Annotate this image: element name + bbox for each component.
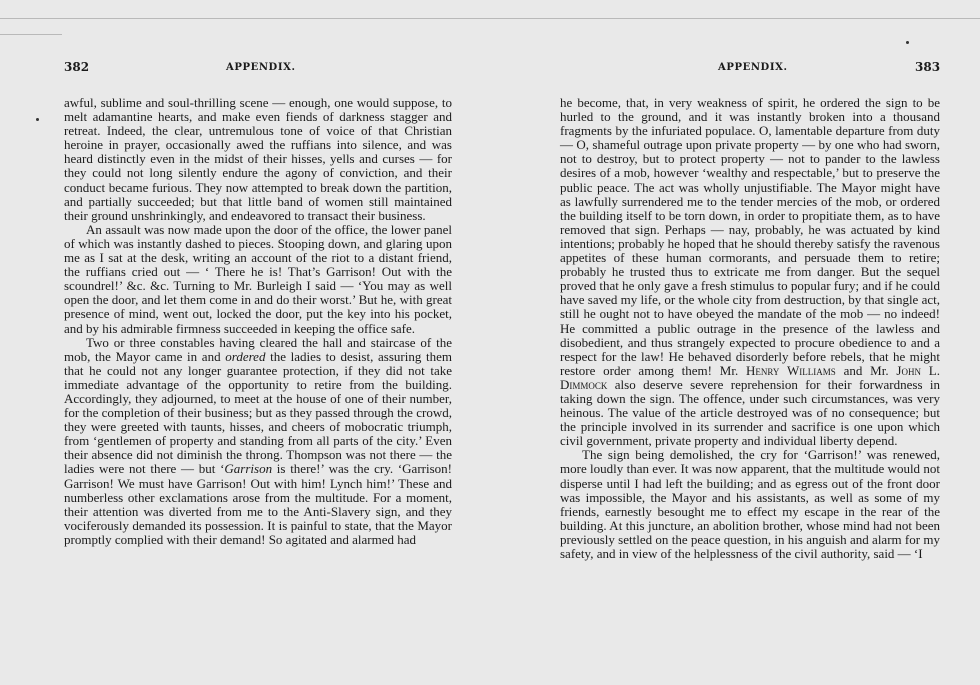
running-head: APPENDIX. [718, 62, 788, 73]
paragraph [560, 96, 940, 448]
right-page [490, 0, 980, 685]
text-run: Two or three constables having cleared the hall and staircase of the mob, the Mayor came in and [64, 334, 452, 364]
paragraph [64, 336, 452, 547]
text-run: awful, sublime and soul-thrilling scene — enough, one would suppose, to melt adamantine hearts, and make even fiends of darkness stagger and retreat. Indeed, the clear, untremulous tone of voice of that Christian heroine in prayer, occasionally awed the ruffians into silence, and was heard distinctly even in the midst of their hisses, yells and curses — for they could not long silently endure the agony of conviction, and their conduct became furious. They now attempted to break down the partition, and partially succeeded; but that little band of women still maintained their ground unshrinkingly, and endeavored to transact their business. [64, 95, 452, 223]
person-name: John L. Dimmock [560, 362, 940, 392]
text-run: An assault was now made upon the door of the office, the lower panel of which was instantly dashed to pieces. Stooping down, and glaring upon me as I sat at the desk, writing an account of the riot to a distant friend, the ruffians cried out — ‘ There he is! That’s Garrison! Out with the scoundrel!’ &c. &c. Turning to Mr. Burleigh I said — ‘You may as well open the door, and let them come in and do their worst.’ But he, with great presence of mind, went out, locked the door, put the key into his pocket, and by his admirable firmness succeeded in keeping the office safe. [64, 221, 452, 336]
person-name: Henry Williams [746, 362, 836, 378]
page-number: 382 [64, 60, 90, 74]
running-head: APPENDIX. [226, 62, 296, 73]
paragraph [64, 223, 452, 336]
page-number: 383 [915, 60, 941, 74]
text-run: and Mr. [835, 362, 897, 378]
text-run: he become, that, in very weakness of spirit, he ordered the sign to be hurled to the ground, and it was instantly broken into a thousand fragments by the infuriated populace. O, lamentable departure from duty — O, shameful outrage upon private property — by one who had sworn, not to destroy, but to protect property — not to pander to the lawless desires of a mob, however ‘wealthy and respectable,’ but to preserve the public peace. The act was wholly unjustifiable. The Mayor might have as lawfully surrendered me to the tender mercies of the mob, or ordered the building itself to be torn down, in order to propitiate them, as to have removed that sign. Perhaps — nay, probably, he was actuated by kind intentions; probably he hoped that he should thereby satisfy the ravenous appetites of these human cormorants, and persuade them to retire; probably he trusted thus to extricate me from danger. But the sequel proved that he only gave a fresh stimulus to popular fury; and if he could have saved my life, or the whole city from destruction, by that single act, still he ought not to have obeyed the mandate of the mob — no indeed! He committed a public outrage in the presence of the lawless and disobedient, and thus strangely expected to procure obedience to and a respect for the law! He behaved disorderly before rebels, that he might restore order among them! Mr. [560, 95, 940, 378]
text-run: the ladies to desist, assuring them that he could not any longer guarantee protection, if they did not take immediate advantage of the opportunity to retire from the building. Accordingly, they adjourned, to meet at the house of one of their number, for the completion of their business; but as they passed through the crowd, they were greeted with taunts, hisses, and cheers of mobocratic triumph, from ‘gentlemen of property and standing from all parts of the city.’ Even their absence did not diminish the throng. Thompson was not there — the ladies were not there — but ‘ [64, 348, 452, 477]
italic-text: ordered [225, 348, 266, 364]
paragraph [64, 96, 452, 223]
paragraph [560, 448, 940, 561]
text-run: The sign being demolished, the cry for ‘Garrison!’ was renewed, more loudly than ever. It was now apparent, that the multitude would not disperse until I had left the building; and as egress out of the front door was impossible, the Mayor and his assistants, as well as some of my friends, earnestly besought me to effect my escape in the rear of the building. At this juncture, an abolition brother, whose mind had not been previously settled on the peace question, in his anguish and alarm for my safety, and in view of the helplessness of the civil authority, said — ‘I [560, 447, 940, 561]
page-body [64, 96, 452, 547]
italic-text: Garrison [224, 461, 273, 477]
text-run: also deserve severe reprehension for their forwardness in taking down the sign. The offence, under such circumstances, was very heinous. The value of the article destroyed was of no consequence; but the principle involved in its surrender and sacrifice is one upon which civil government, private property and individual liberty depend. [560, 376, 940, 449]
text-run: is there!’ was the cry. ‘Garrison! Garrison! We must have Garrison! Out with him! Lynch him!’ These and numberless other exclamations arose from the multitude. For a moment, their attention was diverted from me to the Anti-Slavery sign, and they vociferously demanded its possession. It is painful to state, that the Mayor promptly complied with their demand! So agitated and alarmed had [64, 461, 452, 547]
page-body [560, 96, 940, 561]
